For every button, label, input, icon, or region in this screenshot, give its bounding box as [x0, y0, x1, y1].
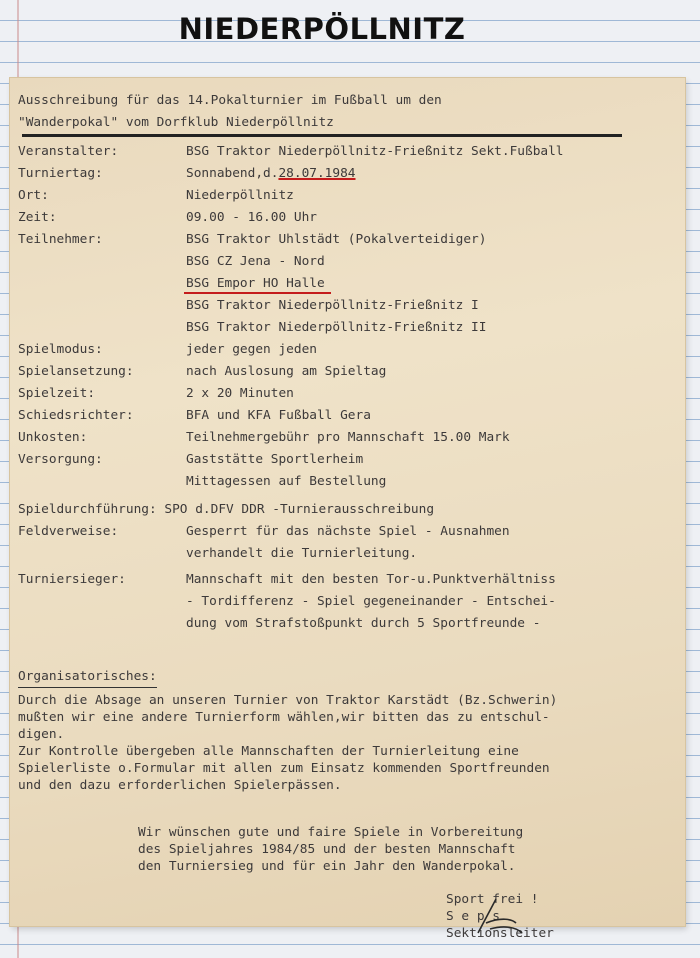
value-line: Gesperrt für das nächste Spiel - Ausnahmen: [186, 524, 510, 539]
field-value: jeder gegen jeden: [186, 342, 317, 357]
field-zeit: [18, 207, 677, 229]
typewritten-document: [10, 78, 685, 941]
document-heading-line-2: "Wanderpokal" vom Dorfklub Niederpöllnitz: [18, 115, 334, 130]
field-value: 2 x 20 Minuten: [186, 386, 294, 401]
value-line: dung vom Strafstoßpunkt durch 5 Sportfreunde -: [186, 616, 541, 631]
team-item: BSG Traktor Niederpöllnitz-Frießnitz I: [186, 298, 479, 313]
field-spieldurchfuehrung: Spieldurchführung: SPO d.DFV DDR -Turnierausschreibung: [18, 502, 435, 517]
team-item: BSG CZ Jena - Nord: [186, 254, 325, 269]
team-name: BSG Empor HO Halle: [186, 276, 325, 291]
value-line: verhandelt die Turnierleitung.: [186, 546, 418, 561]
field-value: Teilnehmergebühr pro Mannschaft 15.00 Mark: [186, 430, 510, 445]
field-value: BSG Traktor Niederpöllnitz-Frießnitz Sekt.Fußball: [186, 144, 564, 159]
document-heading-line-1: Ausschreibung für das 14.Pokalturnier im Fußball um den: [18, 93, 442, 108]
team-list: [186, 229, 677, 339]
value-line: - Tordifferenz - Spiel gegeneinander - Entschei-: [186, 594, 556, 609]
field-label: Versorgung:: [18, 452, 103, 467]
field-value: [186, 521, 677, 565]
field-value: BFA und KFA Fußball Gera: [186, 408, 371, 423]
team-item: BSG Traktor Uhlstädt (Pokalverteidiger): [186, 232, 487, 247]
paragraph-line: Zur Kontrolle übergeben alle Mannschaften der Turnierleitung eine: [18, 744, 519, 759]
field-label: Spielmodus:: [18, 342, 103, 357]
field-label: Veranstalter:: [18, 144, 119, 159]
organisatorisches-title: Organisatorisches:: [18, 667, 157, 688]
field-label: Spielzeit:: [18, 386, 96, 401]
page-heading: NIEDERPÖLLNITZ: [178, 12, 466, 46]
field-label: Turniertag:: [18, 166, 103, 181]
field-feldverweise: [18, 521, 677, 565]
team-item: BSG Traktor Niederpöllnitz-Frießnitz II: [186, 320, 487, 335]
signature-greeting: Sport frei !: [446, 892, 539, 907]
signature-name: S e p s: [446, 909, 500, 924]
field-spielansetzung: [18, 361, 677, 383]
paragraph-line: mußten wir eine andere Turnierform wählen,wir bitten das zu entschul-: [18, 710, 550, 725]
field-label: Feldverweise:: [18, 524, 119, 539]
field-label: Unkosten:: [18, 430, 88, 445]
field-unkosten: [18, 427, 677, 449]
tournament-date: 28.07.1984: [278, 166, 356, 181]
closing-line: Wir wünschen gute und faire Spiele in Vorbereitung: [138, 825, 524, 840]
field-versorgung: [18, 449, 677, 493]
organisatorisches-paragraph-2: [18, 743, 677, 794]
field-value: Niederpöllnitz: [186, 188, 294, 203]
paragraph-line: Durch die Absage an unseren Turnier von Traktor Karstädt (Bz.Schwerin): [18, 693, 558, 708]
field-label: Spielansetzung:: [18, 364, 134, 379]
field-value: [186, 449, 677, 493]
handwritten-signature: [456, 893, 536, 941]
field-ort: [18, 185, 677, 207]
field-schiedsrichter: [18, 405, 677, 427]
field-spielmodus: [18, 339, 677, 361]
paragraph-line: Spielerliste o.Formular mit allen zum Einsatz kommenden Sportfreunden: [18, 761, 550, 776]
field-spielzeit: [18, 383, 677, 405]
signature-block: [446, 891, 677, 942]
field-value: 09.00 - 16.00 Uhr: [186, 210, 317, 225]
signature-title: Sektionsleiter: [446, 926, 554, 941]
field-teilnehmer: [18, 229, 677, 339]
field-turniertag: [18, 163, 677, 185]
closing-wishes: [138, 824, 677, 875]
value-line: Mannschaft mit den besten Tor-u.Punktverhältniss: [186, 572, 556, 587]
paragraph-line: und den dazu erforderlichen Spielerpässen.: [18, 778, 342, 793]
field-label: Schiedsrichter:: [18, 408, 134, 423]
closing-line: den Turniersieg und für ein Jahr den Wanderpokal.: [138, 859, 516, 874]
field-label: Teilnehmer:: [18, 232, 103, 247]
field-label: Zeit:: [18, 210, 57, 225]
field-value: [186, 163, 677, 185]
field-veranstalter: [18, 141, 677, 163]
heading-rule: [22, 134, 622, 137]
paragraph-line: digen.: [18, 727, 65, 742]
value-line: Gaststätte Sportlerheim: [186, 452, 364, 467]
red-underline: [184, 292, 331, 294]
field-value: [186, 569, 677, 635]
field-label: Turniersieger:: [18, 572, 126, 587]
closing-line: des Spieljahres 1984/85 und der besten Mannschaft: [138, 842, 516, 857]
organisatorisches-paragraph-1: [18, 692, 677, 743]
field-turniersieger: [18, 569, 677, 635]
field-label: Ort:: [18, 188, 49, 203]
date-prefix: Sonnabend,d.: [186, 166, 279, 181]
value-line: Mittagessen auf Bestellung: [186, 474, 387, 489]
field-value: nach Auslosung am Spieltag: [186, 364, 387, 379]
team-item-highlighted: [186, 273, 677, 295]
